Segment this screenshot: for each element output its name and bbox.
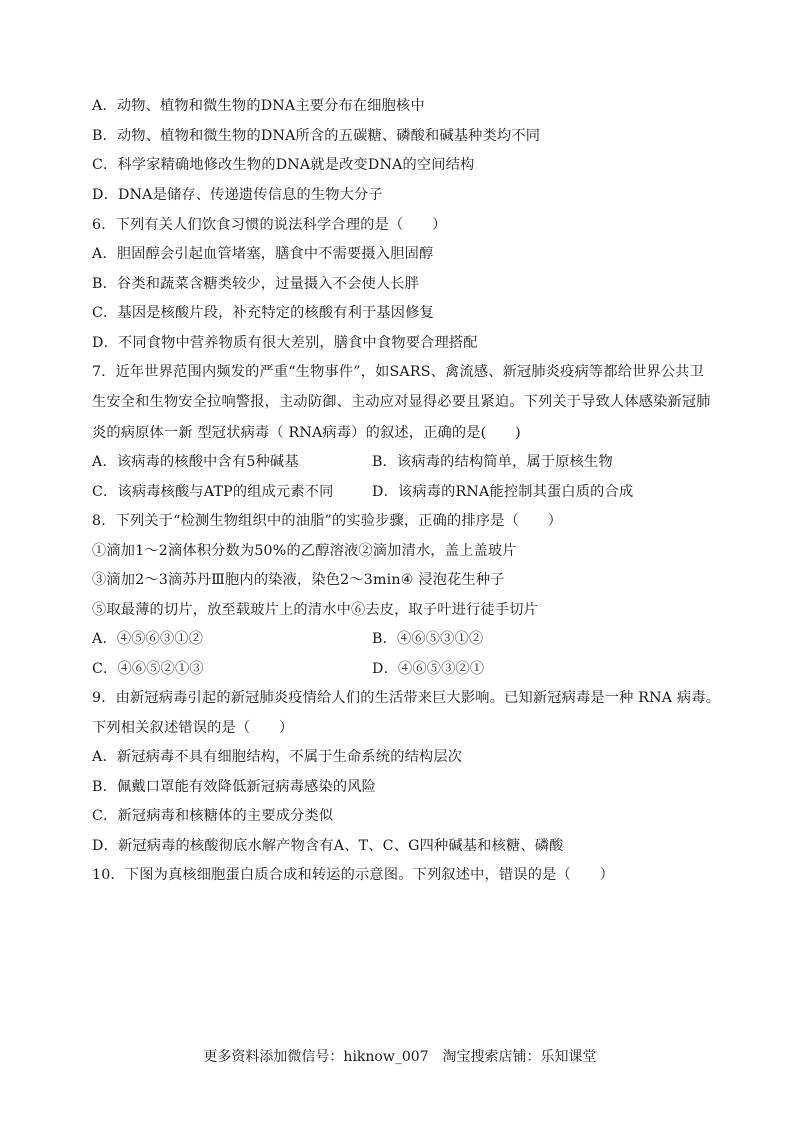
q7-stem-line-3: 炎的病原体一新 型冠状病毒（ RNA病毒）的叙述，正确的是( ): [92, 425, 521, 441]
q7-option-c: C．该病毒核酸与ATP的组成元素不同: [92, 484, 334, 500]
q8-option-a: A．④⑤⑥③①②: [92, 631, 204, 647]
q6-option-a: A．胆固醇会引起血管堵塞，膳食中不需要摄入胆固醇: [92, 246, 434, 262]
q6-option-c: C．基因是核酸片段，补充特定的核酸有利于基因修复: [92, 305, 434, 321]
q8-option-d: D．④⑥⑤③②①: [372, 661, 485, 677]
q7-stem-line-1: 7．近年世界范围内频发的严重“生物事件”，如SARS、禽流感、新冠肺炎疫病等都给世界公共卫: [92, 364, 705, 380]
q9-option-c: C．新冠病毒和核糖体的主要成分类似: [92, 808, 334, 824]
q8-step-line-3: ⑤取最薄的切片，放至载玻片上的清水中⑥去皮，取子叶进行徒手切片: [92, 602, 539, 618]
q7-option-b: B．该病毒的结构简单，属于原核生物: [372, 454, 613, 470]
q5-option-d: D．DNA是储存、传递遗传信息的生物大分子: [92, 187, 383, 203]
q5-option-c: C．科学家精确地修改生物的DNA就是改变DNA的空间结构: [92, 157, 475, 173]
q9-option-a: A．新冠病毒不具有细胞结构，不属于生命系统的结构层次: [92, 749, 463, 765]
q7-option-a: A．该病毒的核酸中含有5种碱基: [92, 454, 299, 470]
q9-stem-line-2: 下列相关叙述错误的是（ ）: [92, 720, 294, 736]
q8-step-line-2: ③滴加2～3滴苏丹Ⅲ胞内的染液，染色2～3min④ 浸泡花生种子: [92, 572, 505, 588]
page-footer: 更多资料添加微信号：hiknow_007 淘宝搜索店铺：乐知课堂: [203, 1049, 597, 1065]
q6-stem: 6．下列有关人们饮食习惯的说法科学合理的是（ ）: [92, 217, 447, 233]
q5-option-a: A．动物、植物和微生物的DNA主要分布在细胞核中: [92, 98, 425, 114]
q8-option-c: C．④⑥⑤②①③: [92, 661, 204, 677]
q8-stem: 8．下列关于“检测生物组织中的油脂”的实验步骤，正确的排序是（ ）: [92, 513, 563, 529]
q9-option-d: D．新冠病毒的核酸彻底水解产物含有A、T、C、G四种碱基和核糖、磷酸: [92, 838, 564, 854]
q8-option-b: B．④⑥⑤③①②: [372, 631, 484, 647]
q6-option-d: D．不同食物中营养物质有很大差别，膳食中食物要合理搭配: [92, 335, 478, 351]
q7-options-row-1: [92, 452, 299, 472]
q7-stem-line-2: 生安全和生物安全拉响警报，主动防御、主动应对显得必要且紧迫。下列关于导致人体感染新冠肺: [92, 394, 711, 410]
q5-option-b: B．动物、植物和微生物的DNA所含的五碳糖、磷酸和碱基种类均不同: [92, 128, 541, 144]
q7-option-d: D．该病毒的RNA能控制其蛋白质的合成: [372, 484, 634, 500]
q8-step-line-1: ①滴加1～2滴体积分数为50%的乙醇溶液②滴加清水，盖上盖玻片: [92, 543, 517, 559]
q6-option-b: B．谷类和蔬菜含糖类较少，过量摄入不会使人长胖: [92, 276, 420, 292]
q9-stem-line-1: 9．由新冠病毒引起的新冠肺炎疫情给人们的生活带来巨大影响。已知新冠病毒是一种 RNA 病毒。: [92, 690, 721, 706]
q10-stem: 10．下图为真核细胞蛋白质合成和转运的示意图。下列叙述中，错误的是（ ）: [92, 867, 615, 883]
q9-option-b: B．佩戴口罩能有效降低新冠病毒感染的风险: [92, 779, 376, 795]
